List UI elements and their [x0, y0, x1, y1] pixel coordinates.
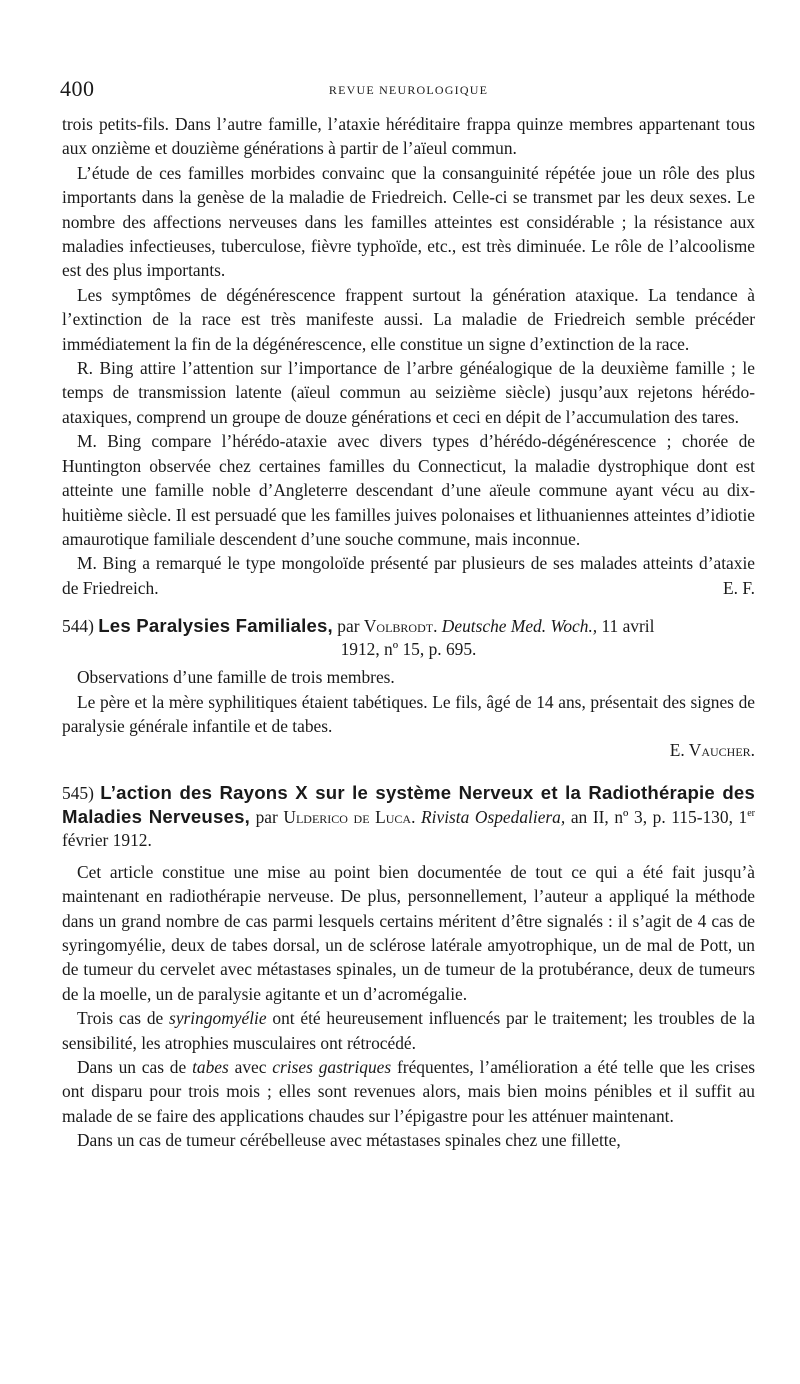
intro-paragraph-1: trois petits-fils. Dans l’autre famille, l’ataxie héréditaire frappa quinze membres appartenant tous aux onzième et douzième générations à partir de l’aïeul commun. — [62, 114, 755, 159]
journal-title: REVUE NEUROLOGIQUE — [328, 83, 489, 97]
article-545-p3-a: Dans un cas de — [77, 1057, 187, 1077]
article-545-p2-a: Trois cas de — [77, 1008, 164, 1029]
article-545 — [62, 781, 755, 1153]
intro-paragraph-4: R. Bing attire l’attention sur l’importance de l’arbre généalogique de la deuxième famille ; le temps de transmission latente (aïeul commun au seizième siècle) jusqu’aux rejetons hérédo-ataxiques, comprend un groupe de douze générations et ceci en dépit de l’accumulation des tares. — [62, 358, 755, 427]
article-545-date-sup: er — [747, 807, 755, 819]
article-545-by: par — [255, 806, 278, 827]
article-545-date-day: 1 — [738, 806, 748, 827]
intro-signature: E. F. — [723, 577, 755, 598]
article-544-number: 544) — [62, 616, 94, 637]
article-545-paragraph-2 — [62, 1006, 755, 1055]
article-544-author: Volbrodt. — [363, 616, 438, 637]
article-544-date-1: 11 avril — [601, 616, 655, 637]
article-545-journal: Rivista Ospedaliera, — [421, 806, 566, 827]
article-544 — [62, 614, 755, 763]
running-head — [62, 74, 755, 104]
intro-paragraph-2: L’étude de ces familles morbides convainc que la consanguinité répétée joue un rôle des plus importants dans la genèse de la maladie de Friedreich. Celle-ci se transmet par les deux sexes. Le nombre des affections nerveuses dans les familles atteintes est considérable ; la résistance aux maladies infectieuses, tuberculose, fièvre typhoïde, etc., est très diminuée. Le rôle de l’alcoolisme est des plus importants. — [62, 162, 755, 281]
article-544-signature: E. Vaucher. — [669, 740, 755, 761]
article-545-title: L’action des Rayons X sur le système Nerveux et la Radiothérapie des Maladies Nerveuses, — [62, 781, 755, 827]
article-545-paragraph-3 — [62, 1055, 755, 1128]
intro-section — [62, 112, 755, 600]
article-545-p3-italic-2: crises gastriques — [272, 1057, 392, 1077]
article-545-paragraph-1: Cet article constitue une mise au point bien documentée de tout ce qui a été fait jusqu’à maintenant en radiothérapie nerveuse. De plus, personnellement, l’auteur a appliqué la méthode dans un grand nombre de cas parmi lesquels certains méritent d’être signalés : il s’agit de 4 cas de syringomyélie, deux de tabes dorsal, un de sclérose latérale amyotrophique, un de mal de Pott, un de tumeur du cervelet avec métastases spinales, un de tumeur de la protubérance, deux de tumeurs de la moelle, un de paralysie agitante et un d’acromégalie. — [62, 861, 755, 1004]
article-544-body — [62, 665, 755, 738]
intro-paragraph-3: Les symptômes de dégénérescence frappent surtout la génération ataxique. La tendance à l’extinction de la race est très manifeste aussi. La maladie de Friedreich semble précéder immédiatement la fin de la dégénérescence, elle constitue un signe d’extinction de la race. — [62, 284, 755, 354]
article-545-date-rest: février 1912. — [62, 829, 152, 850]
article-544-by: par — [337, 616, 360, 637]
article-545-p3-b: avec — [234, 1057, 267, 1077]
article-545-heading — [62, 781, 755, 852]
article-544-heading — [62, 614, 755, 661]
intro-paragraph-5: M. Bing compare l’hérédo-ataxie avec divers types d’hérédo-dégénérescence ; chorée de Huntington observée chez certaines familles du Connecticut, la maladie dystrophique dont est atteinte une famille noble d’Angleterre descendant d’une aïeule commune ayant vécu au dix-huitième siècle. Il est persuadé que les familles juives polonaises et lithuaniennes atteintes d’idiotie amaurotique familiale descendent d’une souche commune, mais inconnue. — [62, 431, 755, 549]
article-545-p2-italic: syringomyélie — [169, 1008, 267, 1029]
article-545-number: 545) — [62, 782, 94, 803]
page-number: 400 — [60, 76, 95, 101]
article-545-p2-b: ont été heureusement influencés par le traitement; les troubles de la sensibilité, les atrophies musculaires ont rétrocédé. — [62, 1008, 755, 1053]
article-544-paragraph-2: Le père et la mère syphilitiques étaient tabétiques. Le fils, âgé de 14 ans, présentait des signes de paralysie générale infantile et de tabes. — [62, 691, 755, 736]
article-545-p3-c: fréquentes, l’amélioration a été telle que les crises ont disparu pour trois mois ; elles sont revenues alors, mais bien moins pénibles et il suffit au malade de se faire des applications chaudes sur l’épigastre pour les atténuer maintenant. — [62, 1057, 755, 1126]
article-545-body — [62, 860, 755, 1153]
article-545-p3-italic-1: tabes — [192, 1057, 229, 1077]
article-544-journal: Deutsche Med. Woch., — [441, 616, 598, 637]
article-545-ref: an II, nº 3, p. 115-130, — [570, 806, 733, 827]
page — [62, 74, 755, 1153]
intro-paragraph-6 — [62, 551, 755, 600]
article-544-date-2: 1912, nº 15, p. 695. — [340, 639, 477, 660]
article-545-author: Ulderico de Luca. — [283, 806, 416, 827]
article-545-paragraph-4: Dans un cas de tumeur cérébelleuse avec métastases spinales chez une fillette, — [77, 1130, 621, 1151]
intro-paragraph-6-text: M. Bing a remarqué le type mongoloïde présenté par plusieurs de ses malades atteints d’ataxie de Friedreich. — [62, 553, 755, 598]
article-544-paragraph-1: Observations d’une famille de trois membres. — [77, 667, 395, 688]
article-544-title: Les Paralysies Familiales, — [98, 615, 333, 637]
